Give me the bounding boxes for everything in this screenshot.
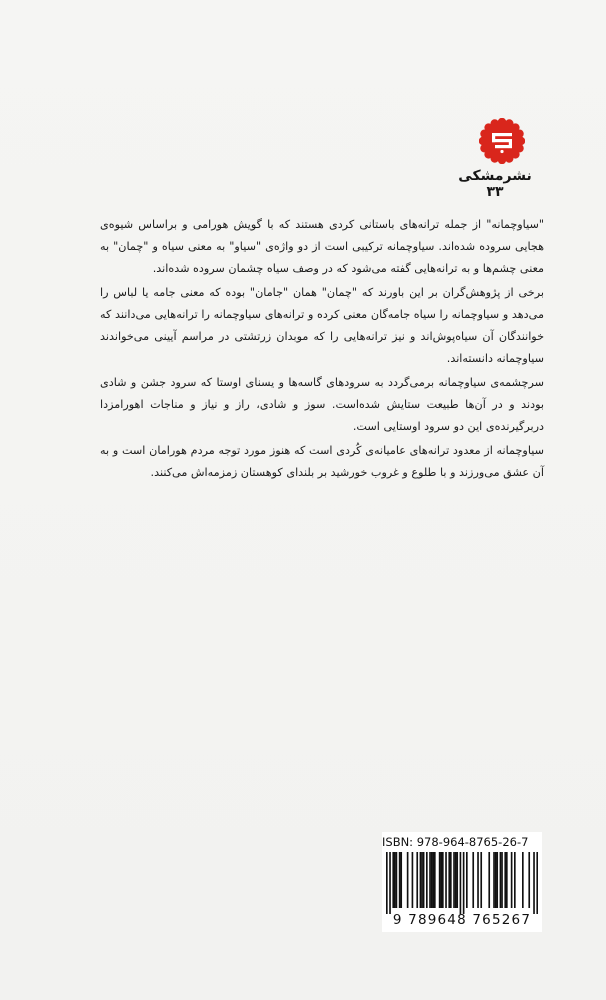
barcode-bar <box>432 852 434 908</box>
barcode-bar <box>399 852 401 908</box>
isbn-label: ISBN: 978-964-8765-26-7 <box>382 835 529 849</box>
barcode-bar <box>440 852 442 908</box>
publisher-series-label: نشرمشکی ۳۳ <box>458 168 532 200</box>
barcode-bar <box>431 852 433 908</box>
blurb-paragraph: سرچشمه‌ی سیاوچمانه برمی‌گردد به سرودهای گاسه‌ها و یسنای اوستا که سرود جشن و شادی بودند و در آن‌ها طبیعت ستایش شده‌است. سوز و شادی، راز و نیاز و مناجات اهورامزدا دربرگیرنده‌ی این دو سرود اوستایی است. <box>100 376 544 433</box>
barcode-bar <box>450 852 452 908</box>
barcode-bar <box>533 852 535 914</box>
barcode-bar <box>453 852 455 908</box>
barcode-bar <box>412 852 414 908</box>
barcode-bar <box>488 852 490 908</box>
barcode-bar <box>504 852 506 908</box>
barcode-bar <box>477 852 479 908</box>
barcode-bar <box>407 852 409 908</box>
barcode-bar <box>416 852 418 908</box>
barcode-bar <box>466 852 468 908</box>
barcode-bar <box>472 852 474 908</box>
barcode-bar <box>455 852 457 908</box>
barcode-bar <box>500 852 502 908</box>
barcode-bar <box>423 852 425 908</box>
barcode-bar <box>439 852 441 908</box>
barcode-block <box>382 832 542 932</box>
barcode-bar <box>448 852 450 908</box>
barcode-bar <box>456 852 458 908</box>
barcode-bar <box>442 852 444 908</box>
barcode-bar <box>501 852 503 908</box>
barcode-bar <box>429 852 431 908</box>
barcode-icon <box>386 852 538 914</box>
blurb-paragraph: برخی از پژوهش‌گران بر این باورند که "چمان" همان "جامان" بوده که معنی جامه یا لباس را می‌دهد و سیاوچمانه را سیاه جامه‌گان معنی کرده و ترانه‌های سیاوچمانه را ترانه‌هایی می‌دانند که خوانندگان آن سیاه‌پوش‌اند و نیز ترانه‌هایی را که موبدان زرتشتی در مراسم آیینی می‌خواندند سیاوچمانه دانسته‌اند. <box>100 286 544 365</box>
barcode-digits: 9 789648 765267 <box>392 912 532 928</box>
barcode-bar <box>392 852 394 908</box>
barcode-bar <box>394 852 396 908</box>
publisher-logo-icon <box>479 118 525 164</box>
barcode-bar <box>506 852 508 908</box>
barcode-bar <box>480 852 482 908</box>
barcode-bar <box>528 852 530 908</box>
barcode-bar <box>421 852 423 908</box>
barcode-bar <box>522 852 524 908</box>
blurb-paragraph: "سیاوچمانه" از جمله ترانه‌های باستانی کردی هستند که با گویش هورامی و براساس شیوه‌ی هجایی سروده شده‌اند. سیاوچمانه ترکیبی است از دو واژه‌ی "سیاو" به معنی سیاه و "چمان" به معنی چشم‌ها و به ترانه‌هایی گفته می‌شود که در وصف سیاه چشمان سروده شده‌اند. <box>100 218 544 275</box>
barcode-bar <box>460 852 462 914</box>
barcode-bar <box>536 852 538 914</box>
barcode-bar <box>511 852 513 908</box>
barcode-bar <box>493 852 495 908</box>
barcode-bar <box>396 852 398 908</box>
barcode-bar <box>463 852 465 914</box>
barcode-bar <box>496 852 498 908</box>
barcode-bar <box>434 852 436 908</box>
blurb-paragraph: سیاوچمانه از معدود ترانه‌های عامیانه‌ی کُردی است که هنوز مورد توجه مردم هورامان است و به آن عشق می‌ورزند و با طلوع و غروب خورشید بر بلندای کوهستان زمزمه‌اش می‌کنند. <box>100 444 544 479</box>
barcode-bar <box>389 852 391 914</box>
barcode-bar <box>420 852 422 908</box>
barcode-bar <box>514 852 516 908</box>
barcode-bar <box>426 852 428 908</box>
blurb-text <box>100 214 544 486</box>
barcode-bar <box>386 852 388 914</box>
barcode-bar <box>495 852 497 908</box>
barcode-bar <box>400 852 402 908</box>
barcode-bar <box>445 852 447 908</box>
